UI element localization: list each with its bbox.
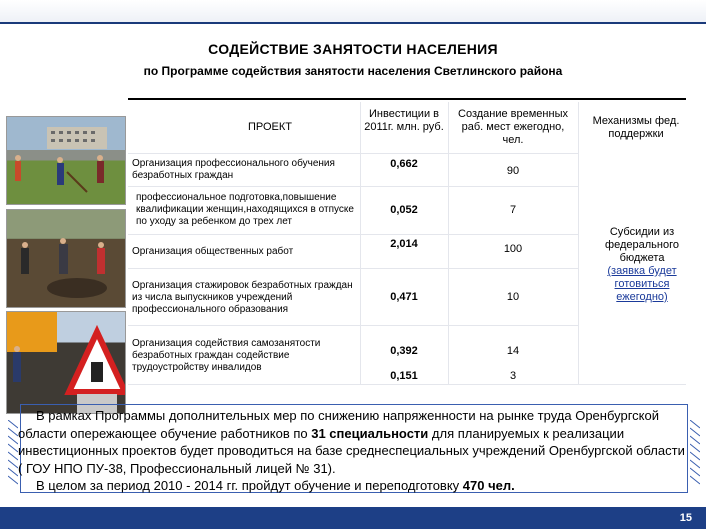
row-4-jobs: 10 [506,291,520,303]
mechanism-cell [590,226,694,304]
footer-bar [0,507,706,529]
grid-line [578,102,579,384]
page-number: 15 [679,512,692,524]
para-bold-specialties: 31 специальности [311,425,429,441]
grid-line [128,186,578,187]
grid-line [360,102,361,384]
para-part-3: В целом за период 2010 - 2014 гг. пройдут обучение и переподготовку [36,478,463,493]
decorative-hatch-right [690,420,700,490]
info-paragraph [18,407,690,495]
top-line [0,22,706,24]
grid-line [128,234,578,235]
page-title: СОДЕЙСТВИЕ ЗАНЯТОСТИ НАСЕЛЕНИЯ [208,41,498,57]
row-1-jobs: 90 [506,165,520,177]
row-1-project: Организация профессионального обучения безработных граждан [132,158,335,181]
para-part-2: для планируемых к реализации инвестиционных проектов будет проводиться на базе среднеспециальных учреждений Оренбургской области ( ГОУ НПО ПУ-38, Профессиональный лицей № 31). [18,425,685,476]
top-bar [0,0,706,22]
row-2-investment: 0,052 [390,204,418,216]
grid-line [128,384,686,385]
photo-road-works [6,311,126,414]
para-part-1: В рамках Программы дополнительных мер по снижению напряженности на рынке труда Оренбургской области опережающее обучение работников по [18,408,659,441]
row-5-investment-2: 0,151 [390,370,418,382]
photo-field-workers [6,116,126,205]
row-5-project: Организация содействия самозанятости безработных граждан содействие трудоустройству инвалидов [132,338,321,373]
row-3-investment: 2,014 [390,238,418,250]
grid-line [128,153,578,154]
row-5-jobs-2: 3 [509,370,517,382]
para-bold-total: 470 чел. [462,478,515,493]
row-1-investment: 0,662 [390,158,418,170]
mechanism-text: Субсидии из федерального бюджета [605,226,679,264]
row-4-project: Организация стажировок безработных граждан из числа выпускников учреждений профессионального образования [132,280,353,315]
row-3-project: Организация общественных работ [132,246,294,257]
row-3-jobs: 100 [503,243,523,255]
grid-line [448,102,449,384]
page-subtitle: по Программе содействия занятости населения Светлинского района [143,64,563,78]
decorative-hatch-left [8,420,18,490]
row-2-project: профессиональное подготовка,повышение квалификации женщин,находящихся в отпуске по уходу за ребенком до трех лет [136,192,354,227]
header-investment: Инвестиции в 2011г. млн. руб. [364,108,444,133]
header-mechanisms: Механизмы фед. поддержки [592,115,680,140]
header-jobs: Создание временных раб. мест ежегодно, чел. [458,108,568,146]
row-5-investment: 0,392 [390,345,418,357]
header-project: ПРОЕКТ [247,121,293,133]
photo-public-works [6,209,126,308]
row-4-investment: 0,471 [390,291,418,303]
grid-line [128,268,578,269]
header-divider [128,98,686,100]
row-5-jobs: 14 [506,345,520,357]
mechanism-link[interactable]: (заявка будет готовиться ежегодно) [607,265,677,303]
row-2-jobs: 7 [509,204,517,216]
grid-line [128,325,578,326]
